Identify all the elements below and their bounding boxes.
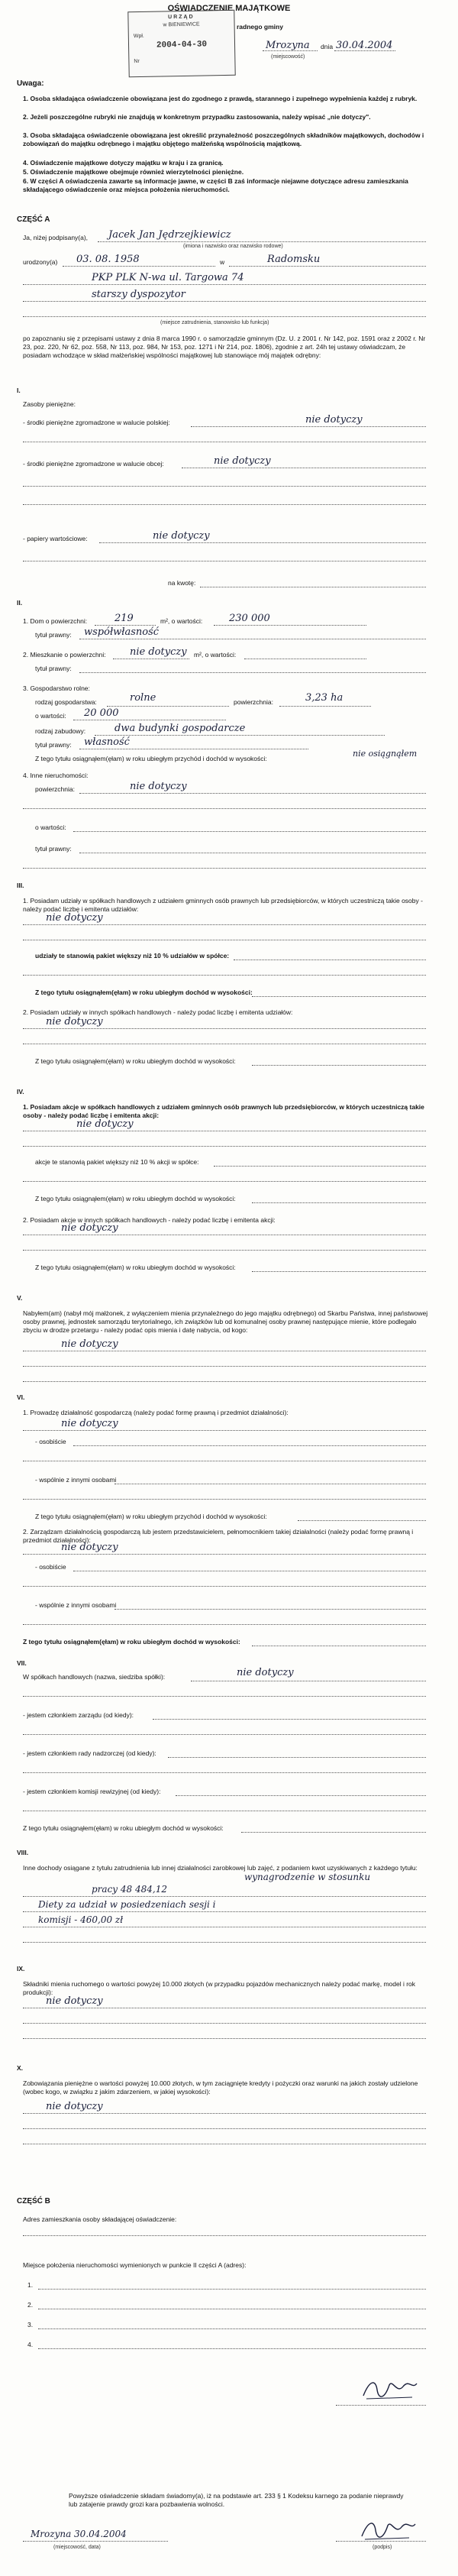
securities-handwritten: nie dotyczy (153, 530, 210, 542)
section-9-handwritten: nie dotyczy (46, 1995, 103, 2007)
location-label: Miejsce położenia nieruchomości wymienionych w punkcie II części A (adres): (23, 2261, 247, 2269)
farm-area-handwritten: 3,23 ha (305, 692, 344, 704)
business-q1: 1. Prowadzę działalność gospodarczą (należy podać formę prawną i przedmiot działalności): (23, 1409, 289, 1416)
flat-title-label: tytuł prawny: (35, 665, 72, 672)
stocks-q1-income: Z tego tytułu osiągnąłem(ęłam) w roku ubiegłym dochód w wysokości: (35, 1195, 236, 1202)
business-q1-income: Z tego tytułu osiągnąłem(ęłam) w roku ubiegłym przychód i dochód w wysokości: (35, 1513, 267, 1520)
stocks-q2: 2. Posiadam akcje w innych spółkach handlowych - należy podać liczbę i emitenta akcji: (23, 1216, 276, 1224)
farm-kind-label: rodzaj gospodarstwa: (35, 698, 97, 706)
part-a-intro: po zapoznaniu się z przepisami ustawy z dnia 8 marca 1990 r. o samorządzie gminnym (Dz. U. z 2001 r. Nr 142, poz. 1591 oraz z 2002 r. Nr 23, poz. 220, Nr 62, poz. 558, Nr 113, poz. 984, Nr 153, poz. 1271 i Nr 214, poz. 1806), zgodnie z art. 24h tej ustawy oświadczam, że posiadam wchodzące w skład małżeńskiej wspólności majątkowej lub stanowiące mój majątek odrębny: (23, 335, 426, 359)
cash-label: Zasoby pieniężne: (23, 400, 76, 408)
stamp-line3: Wpł. (133, 33, 144, 40)
address-label: Adres zamieszkania osoby składającej oświadczenie: (23, 2215, 177, 2223)
uwaga-item-6: 6. W części A oświadczenia zawarte są informacje jawne, w części B zaś informacje niejawne dotyczące adresu zamieszkania składającego oświadczenie oraz miejsca położenia nieruchomości. (23, 177, 408, 193)
stamp-line1: URZĄD (168, 14, 195, 21)
born-in-label: w (220, 258, 225, 266)
location-item-3: 3. (27, 2321, 34, 2328)
location-item-4: 4. (27, 2341, 34, 2348)
shares-q1-income: Z tego tytułu osiągnąłem(ęłam) w roku ubiegłym dochód w wysokości: (35, 989, 253, 996)
shares-q1: 1. Posiadam udziały w spółkach handlowych z udziałem gminnych osób prawnych lub przedsiębiorców, w których uczestniczą takie osoby - należy podać liczbę i emitenta udziałów: (23, 897, 423, 913)
shares-q2: 2. Posiadam udziały w innych spółkach handlowych - należy podać liczbę i emitenta udziałów: (23, 1008, 293, 1016)
farm-title-handwritten: własność (84, 736, 130, 748)
securities-label: - papiery wartościowe: (23, 535, 88, 542)
house-title-handwritten: współwłasność (84, 626, 160, 638)
location-item-1: 1. (27, 2281, 34, 2289)
farm-income-handwritten: nie osiągnąłem (353, 749, 418, 759)
business-personal: - osobiście (35, 1438, 66, 1445)
name-handwritten: Jacek Jan Jędrzejkiewicz (108, 229, 231, 241)
section-5-handwritten: nie dotyczy (61, 1338, 118, 1350)
house-area-handwritten: 219 (114, 613, 134, 624)
section-8-hw-3: Diety za udział w posiedzeniach sesji i (38, 1899, 216, 1910)
date-handwritten: 30.04.2004 (336, 40, 393, 51)
other-title-label: tytuł prawny: (35, 845, 72, 853)
stocks-q2-income: Z tego tytułu osiągnąłem(ęłam) w roku ubiegłym dochód w wysokości: (35, 1264, 236, 1271)
signature-mark-bottom (359, 2518, 420, 2544)
companies-label: W spółkach handlowych (nazwa, siedziba spółki): (23, 1673, 166, 1681)
business-q2-joint: - wspólnie z innymi osobami (35, 1601, 117, 1609)
section-10-num: X. (17, 2064, 24, 2072)
stamp-line4: Nr (134, 58, 140, 65)
other-value-label: o wartości: (35, 824, 66, 831)
document-title: OŚWIADCZENIE MAJĄTKOWE (167, 4, 291, 13)
signature-mark-top (359, 2376, 420, 2403)
location-item-2: 2. (27, 2301, 34, 2309)
other-property-label: 4. Inne nieruchomości: (23, 772, 89, 779)
business-q2-income: Z tego tytułu osiągnąłem(ęłam) w roku ubiegłym dochód w wysokości: (23, 1638, 240, 1646)
shares-q1-share: udziały te stanowią pakiet większy niż 10 % udziałów w spółce: (35, 952, 230, 960)
workplace-handwritten-1: PKP PLK N-wa ul. Targowa 74 (92, 272, 244, 283)
workplace-caption: (miejsce zatrudnienia, stanowisko lub funkcja) (160, 320, 269, 325)
pln-label: - środki pieniężne zgromadzone w walucie polskiej: (23, 419, 170, 426)
section-7-num: VII. (17, 1659, 27, 1667)
section-3-num: III. (17, 882, 24, 889)
supervisory-label: - jestem członkiem rady nadzorczej (od kiedy): (23, 1749, 156, 1757)
section-10-text: Zobowiązania pieniężne o wartości powyżej 10.000 złotych, w tym zaciągnięte kredyty i pożyczki oraz warunki na jakich zostały udzielone (wobec kogo, w związku z jakim zdarzeniem, w jakiej wysokości): (23, 2079, 418, 2095)
companies-income: Z tego tytułu osiągnąłem(ęłam) w roku ubiegłym dochód w wysokości: (23, 1824, 224, 1832)
role-label: radnego gminy (237, 23, 283, 31)
footer-place-date-handwritten: Mrozyna 30.04.2004 (31, 2529, 127, 2539)
section-1-num: I. (17, 387, 21, 394)
flat-label: 2. Mieszkanie o powierzchni: (23, 651, 106, 659)
house-title-label: tytuł prawny: (35, 631, 72, 639)
footer-place-caption: (miejscowość, data) (53, 2545, 101, 2550)
workplace-handwritten-2: starszy dyspozytor (92, 289, 185, 300)
pln-handwritten: nie dotyczy (305, 414, 363, 426)
date-word: dnia (321, 43, 334, 50)
business-q2-handwritten: nie dotyczy (61, 1542, 118, 1553)
uwaga-item-3: 3. Osoba składająca oświadczenie obowiązana jest określić przynależność poszczególnych składników majątkowych, dochodów i zobowiązań do majątku odrębnego i majątku objętego małżeńską wspólnością majątkową. (23, 131, 424, 147)
section-9-text: Składniki mienia ruchomego o wartości powyżej 10.000 złotych (w przypadku pojazdów mechanicznych należy podać markę, model i rok produkcji): (23, 1980, 416, 1996)
footer-notice: Powyższe oświadczenie składam świadomy(a), iż na podstawie art. 233 § 1 Kodeksu karnego za podanie nieprawdy lub zatajenie prawdy grozi kara pozbawienia wolności. (69, 2492, 404, 2508)
section-8-hw-4: komisji - 460,00 zł (38, 1914, 124, 1925)
uwaga-title: Uwaga: (17, 79, 44, 88)
stamp-line2: w BIENIEWICE (163, 21, 200, 28)
stocks-q1: 1. Posiadam akcje w spółkach handlowych z udziałem gminnych osób prawnych lub przedsiębiorców, w których uczestniczą takie osoby - należy podać liczbę i emitenta akcji: (23, 1103, 424, 1119)
fx-label: - środki pieniężne zgromadzone w walucie obcej: (23, 460, 164, 468)
part-b-title: CZĘŚĆ B (17, 2197, 50, 2205)
section-9-num: IX. (17, 1965, 25, 1972)
other-area-label: powierzchnia: (35, 785, 75, 793)
section-8-num: VIII. (17, 1849, 29, 1856)
section-10-handwritten: nie dotyczy (46, 2101, 103, 2112)
fx-handwritten: nie dotyczy (214, 455, 271, 467)
ja-label: Ja, niżej podpisany(a), (23, 234, 89, 241)
board-label: - jestem członkiem zarządu (od kiedy): (23, 1711, 134, 1719)
footer-sign-caption: (podpis) (373, 2545, 392, 2550)
business-q2-personal: - osobiście (35, 1563, 66, 1571)
business-q2: 2. Zarządzam działalnością gospodarczą lub jestem przedstawicielem, pełnomocnikiem takiej działalności (należy podać formę prawną i przedmiot działalności): (23, 1528, 414, 1544)
stocks-q2-handwritten: nie dotyczy (61, 1222, 118, 1234)
house-label: 1. Dom o powierzchni: (23, 617, 88, 625)
shares-q2-handwritten: nie dotyczy (46, 1016, 103, 1027)
amount-label: na kwotę: (168, 579, 196, 587)
farm-title-label: tytuł prawny: (35, 741, 72, 749)
shares-q2-income: Z tego tytułu osiągnąłem(ęłam) w roku ubiegłym dochód w wysokości: (35, 1057, 236, 1065)
stocks-q1-handwritten: nie dotyczy (76, 1118, 134, 1130)
section-8-text: Inne dochody osiągane z tytułu zatrudnienia lub innej działalności zarobkowej lub zajęć, z podaniem kwot uzyskiwanych z każdego tytułu: (23, 1864, 418, 1872)
flat-handwritten: nie dotyczy (130, 646, 187, 658)
section-8-hw-2: pracy 48 484,12 (92, 1884, 167, 1895)
farm-area-label: powierzchnia: (234, 698, 273, 706)
other-handwritten: nie dotyczy (130, 781, 187, 792)
stocks-q1-share: akcje te stanowią pakiet większy niż 10 % akcji w spółce: (35, 1158, 199, 1166)
companies-handwritten: nie dotyczy (237, 1667, 294, 1678)
section-5-num: V. (17, 1294, 23, 1302)
place-handwritten: Mrozyna (266, 40, 310, 51)
business-q1-handwritten: nie dotyczy (61, 1418, 118, 1429)
section-8-hw-1: wynagrodzenie w stosunku (244, 1872, 371, 1882)
born-label: urodzony(a) (23, 258, 58, 266)
shares-q1-handwritten: nie dotyczy (46, 912, 103, 924)
farm-value-handwritten: 20 000 (84, 707, 119, 719)
stamp-date: 2004-04-30 (156, 40, 208, 50)
uwaga-item-5: 5. Oświadczenie majątkowe obejmuje również wierzytelności pieniężne. (23, 168, 244, 176)
house-value-handwritten: 230 000 (229, 613, 270, 624)
farm-label: 3. Gospodarstwo rolne: (23, 684, 90, 692)
farm-build-label: rodzaj zabudowy: (35, 727, 86, 735)
born-date-handwritten: 03. 08. 1958 (76, 254, 140, 265)
uwaga-item-1: 1. Osoba składająca oświadczenie obowiązana jest do zgodnego z prawdą, starannego i zupełnego wypełnienia każdej z rubryk. (23, 95, 418, 102)
farm-kind-handwritten: rolne (130, 692, 156, 704)
farm-build-handwritten: dwa budynki gospodarcze (114, 723, 246, 734)
audit-label: - jestem członkiem komisji rewizyjnej (od kiedy): (23, 1788, 161, 1795)
part-a-title: CZĘŚĆ A (17, 215, 50, 224)
house-unit-label: m², o wartości: (160, 617, 203, 625)
section-2-num: II. (17, 599, 23, 607)
uwaga-item-2: 2. Jeżeli poszczególne rubryki nie znajdują w konkretnym przypadku zastosowania, należy wpisać „nie dotyczy". (23, 113, 371, 121)
business-joint: - wspólnie z innymi osobami (35, 1476, 117, 1484)
registration-stamp (127, 10, 235, 77)
uwaga-item-4: 4. Oświadczenie majątkowe dotyczy majątku w kraju i za granicą. (23, 159, 224, 167)
born-place-handwritten: Radomsku (267, 254, 321, 265)
place-caption: (miejscowość) (271, 54, 305, 60)
section-4-num: IV. (17, 1088, 24, 1095)
flat-unit-label: m², o wartości: (194, 651, 237, 659)
farm-income-label: Z tego tytułu osiągnąłem(ęłam) w roku ubiegłym przychód i dochód w wysokości: (35, 755, 267, 762)
farm-value-label: o wartości: (35, 712, 66, 720)
name-caption: (imiona i nazwisko oraz nazwisko rodowe) (183, 244, 283, 249)
section-6-num: VI. (17, 1393, 25, 1401)
section-5-text: Nabyłem(am) (nabył mój małżonek, z wyłączeniem mienia przynależnego do jego majątku odrębnego) od Skarbu Państwa, innej państwowej osoby prawnej, jednostek samorządu terytorialnego, ich związków lub od komunalnej osoby prawnej następujące mienie, które podlegało zbyciu w drodze przetargu - należy podać opis mienia i datę nabycia, od kogo: (23, 1309, 428, 1334)
